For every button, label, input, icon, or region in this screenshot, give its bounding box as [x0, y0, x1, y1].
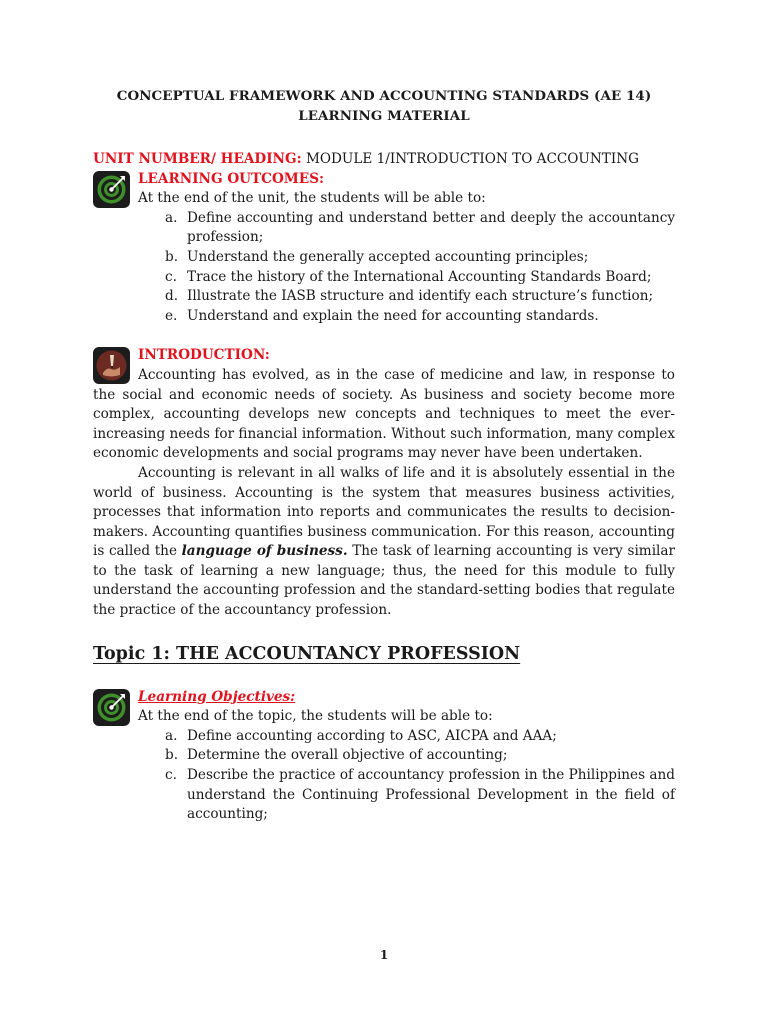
- list-marker: c.: [165, 268, 177, 285]
- list-marker: c.: [165, 767, 177, 784]
- learning-outcomes-heading: LEARNING OUTCOMES:: [138, 170, 325, 187]
- unit-heading: [93, 150, 675, 170]
- list-item: [165, 209, 675, 248]
- learning-objectives-intro: At the end of the topic, the students will be able to:: [138, 708, 493, 725]
- target-icon: [93, 689, 130, 726]
- title-line-1: CONCEPTUAL FRAMEWORK AND ACCOUNTING STANDARDS (AE 14): [116, 88, 652, 104]
- learning-outcomes-list: [93, 209, 675, 327]
- list-item: [165, 248, 675, 268]
- unit-label: UNIT NUMBER/ HEADING:: [93, 151, 302, 167]
- list-item-text: Illustrate the IASB structure and identify each structure’s function;: [187, 288, 654, 305]
- document-page: [93, 86, 675, 825]
- list-item: [165, 287, 675, 307]
- introduction-section: [93, 346, 675, 464]
- list-marker: b.: [165, 747, 179, 764]
- list-marker: d.: [165, 288, 179, 305]
- learning-outcomes-section: [93, 170, 675, 209]
- title-line-2: LEARNING MATERIAL: [298, 108, 470, 124]
- list-item-text: Define accounting according to ASC, AICPA and AAA;: [187, 727, 557, 744]
- paragraph-text: The task of learning accounting is very similar to the task of learning a new language; thus, the need for this module to fully understand the accounting profession and the standard-setting bodies that regulate the practice of the accountancy profession.: [93, 543, 675, 619]
- learning-objectives-list: [93, 727, 675, 825]
- introduction-heading: INTRODUCTION:: [138, 347, 270, 364]
- list-item: [165, 307, 675, 327]
- introduction-paragraph-1: Accounting has evolved, as in the case of medicine and law, in response to the social and economic needs of society. As business and society become more complex, accounting develops new concepts and techniques to meet the ever-increasing needs for financial information. Without such information, many complex economic developments and social programs may never have been undertaken.: [93, 366, 675, 462]
- list-item: [165, 766, 675, 825]
- topic-title: Topic 1: THE ACCOUNTANCY PROFESSION: [93, 643, 521, 664]
- unit-value: MODULE 1/INTRODUCTION TO ACCOUNTING: [301, 151, 639, 167]
- emphasis-text: language of business.: [181, 543, 348, 560]
- list-marker: e.: [165, 307, 178, 324]
- learning-outcomes-intro: At the end of the unit, the students will be able to:: [138, 190, 486, 207]
- paragraph-text: Accounting is relevant in all walks of life and it is absolutely essential in the world of business. Accounting is the system that measures business activities, processes that information into reports and communicates the results to decision-makers. Accounting quantifies business communication. For this reason, accounting is called the: [93, 464, 675, 560]
- list-item-text: Define accounting and understand better and deeply the accountancy profession;: [187, 209, 675, 246]
- list-item-text: Determine the overall objective of accounting;: [187, 747, 508, 764]
- list-item: [165, 746, 675, 766]
- list-marker: a.: [165, 209, 178, 226]
- list-item-text: Understand and explain the need for accounting standards.: [187, 307, 599, 324]
- list-marker: a.: [165, 727, 178, 744]
- introduction-paragraph-2: [93, 464, 675, 621]
- list-item: [165, 268, 675, 288]
- page-number: 1: [379, 948, 389, 962]
- list-marker: b.: [165, 248, 179, 265]
- target-icon: [93, 171, 130, 208]
- document-title: [93, 86, 675, 126]
- learning-objectives-heading: Learning Objectives:: [138, 688, 296, 705]
- list-item-text: Describe the practice of accountancy profession in the Philippines and understand the Continuing Professional Development in the field of accounting;: [187, 767, 675, 823]
- learning-objectives-section: [93, 688, 675, 727]
- list-item-text: Trace the history of the International Accounting Standards Board;: [187, 268, 652, 285]
- list-item: [165, 727, 675, 747]
- hand-pen-icon: [93, 347, 130, 384]
- list-item-text: Understand the generally accepted accounting principles;: [187, 248, 589, 265]
